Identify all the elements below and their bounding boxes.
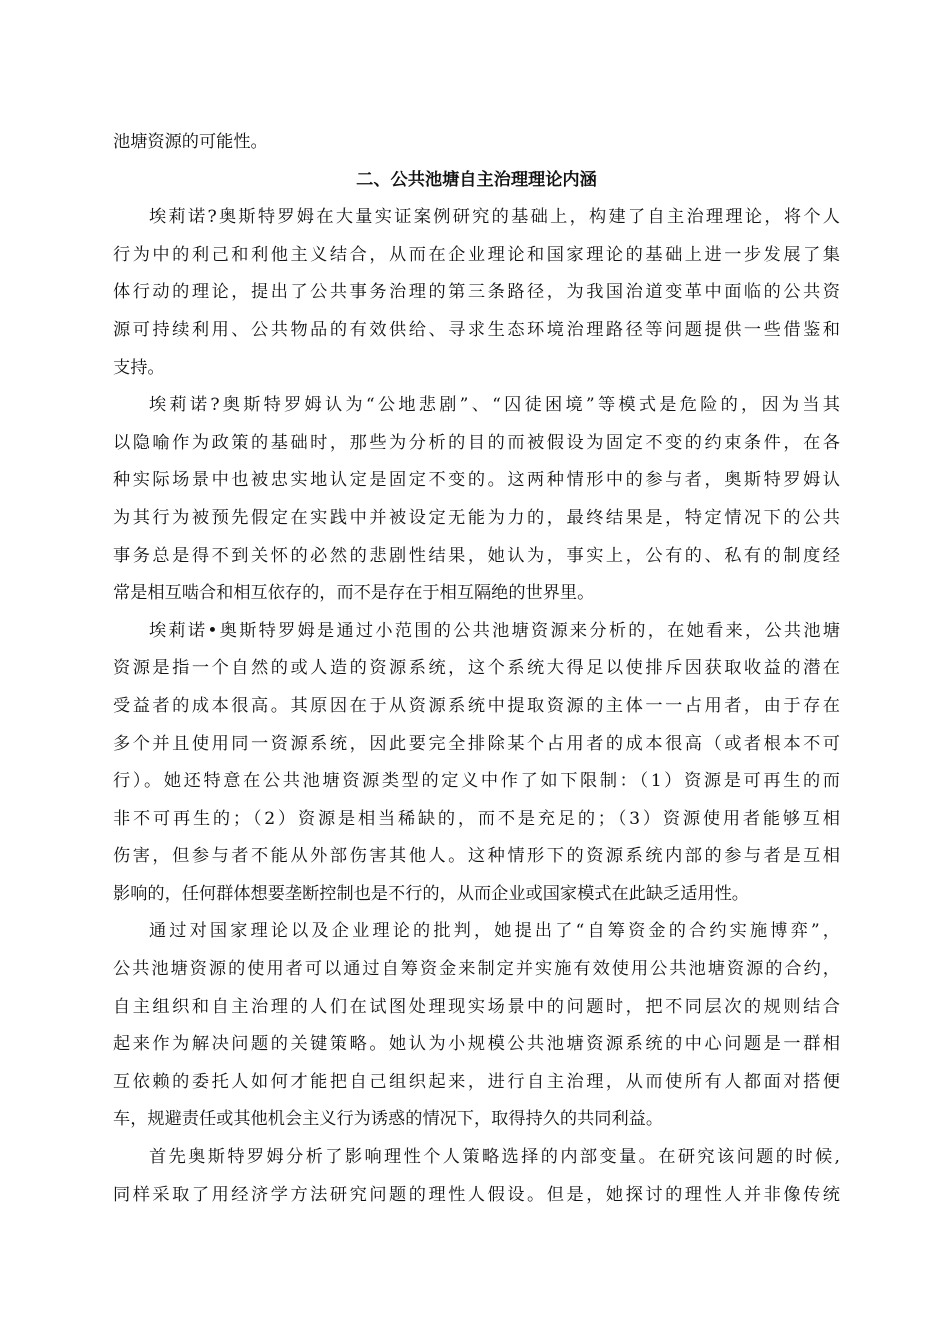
paragraph-line: 非不可再生的；（2）资源是相当稀缺的，而不是充足的；（3）资源使用者能够互相	[113, 808, 840, 829]
paragraph-line: 常是相互啮合和相互依存的，而不是存在于相互隔绝的世界里。	[113, 583, 595, 604]
paragraph-line: 以隐喻作为政策的基础时，那些为分析的目的而被假设为固定不变的约束条件，在各	[113, 432, 840, 453]
paragraph-line: 公共池塘资源的使用者可以通过自筹资金来制定并实施有效使用公共池塘资源的合约，	[113, 959, 840, 980]
paragraph-line: 互依赖的委托人如何才能把自己组织起来，进行自主治理，从而使所有人都面对搭便	[113, 1071, 840, 1092]
paragraph-line: 资源是指一个自然的或人造的资源系统，这个系统大得足以使排斥因获取收益的潜在	[113, 658, 840, 679]
paragraph-first-line: 通过对国家理论以及企业理论的批判，她提出了“自筹资金的合约实施博弈”，	[149, 921, 840, 942]
paragraph-first-line: 首先奥斯特罗姆分析了影响理性个人策略选择的内部变量。在研究该问题的时候,	[149, 1147, 840, 1168]
paragraph-line: 同样采取了用经济学方法研究问题的理性人假设。但是，她探讨的理性人并非像传统	[113, 1184, 840, 1205]
paragraph-first-line: 埃莉诺?奥斯特罗姆认为“公地悲剧”、“囚徒困境”等模式是危险的，因为当其	[149, 395, 840, 416]
paragraph-line: 支持。	[113, 357, 165, 378]
paragraph-line: 行为中的利己和利他主义结合，从而在企业理论和国家理论的基础上进一步发展了集	[113, 244, 840, 265]
paragraph-line: 伤害，但参与者不能从外部伤害其他人。这种情形下的资源系统内部的参与者是互相	[113, 846, 840, 867]
paragraph-first-line: 埃莉诺?奥斯特罗姆在大量实证案例研究的基础上，构建了自主治理理论，将个人	[149, 207, 840, 228]
paragraph-line: 源可持续利用、公共物品的有效供给、寻求生态环境治理路径等问题提供一些借鉴和	[113, 319, 840, 340]
paragraph-line: 体行动的理论，提出了公共事务治理的第三条路径，为我国治道变革中面临的公共资	[113, 282, 840, 303]
paragraph-line: 为其行为被预先假定在实践中并被设定无能为力的，最终结果是，特定情况下的公共	[113, 507, 840, 528]
paragraph-line: 起来作为解决问题的关键策略。她认为小规模公共池塘资源系统的中心问题是一群相	[113, 1034, 840, 1055]
paragraph-line: 影响的，任何群体想要垄断控制也是不行的，从而企业或国家模式在此缺乏适用性。	[113, 883, 749, 904]
paragraph-line: 多个并且使用同一资源系统，因此要完全排除某个占用者的成本很高（或者根本不可	[113, 733, 840, 754]
paragraph-line: 池塘资源的可能性。	[113, 132, 268, 152]
paragraph-line: 自主组织和自主治理的人们在试图处理现实场景中的问题时，把不同层次的规则结合	[113, 996, 840, 1017]
document-page	[113, 124, 840, 1214]
paragraph-line: 受益者的成本很高。其原因在于从资源系统中提取资源的主体一一占用者，由于存在	[113, 695, 840, 716]
paragraph-line: 事务总是得不到关怀的必然的悲剧性结果，她认为，事实上，公有的、私有的制度经	[113, 545, 840, 566]
paragraph-line: 车，规避责任或其他机会主义行为诱惑的情况下，取得持久的共同利益。	[113, 1109, 664, 1130]
paragraph-line: 行）。她还特意在公共池塘资源类型的定义中作了如下限制：（1）资源是可再生的而	[113, 771, 840, 792]
section-heading: 二、公共池塘自主治理理论内涵	[356, 169, 597, 190]
paragraph-line: 种实际场景中也被忠实地认定是固定不变的。这两种情形中的参与者，奥斯特罗姆认	[113, 470, 840, 491]
paragraph-first-line: 埃莉诺•奥斯特罗姆是通过小范围的公共池塘资源来分析的，在她看来，公共池塘	[149, 620, 840, 641]
